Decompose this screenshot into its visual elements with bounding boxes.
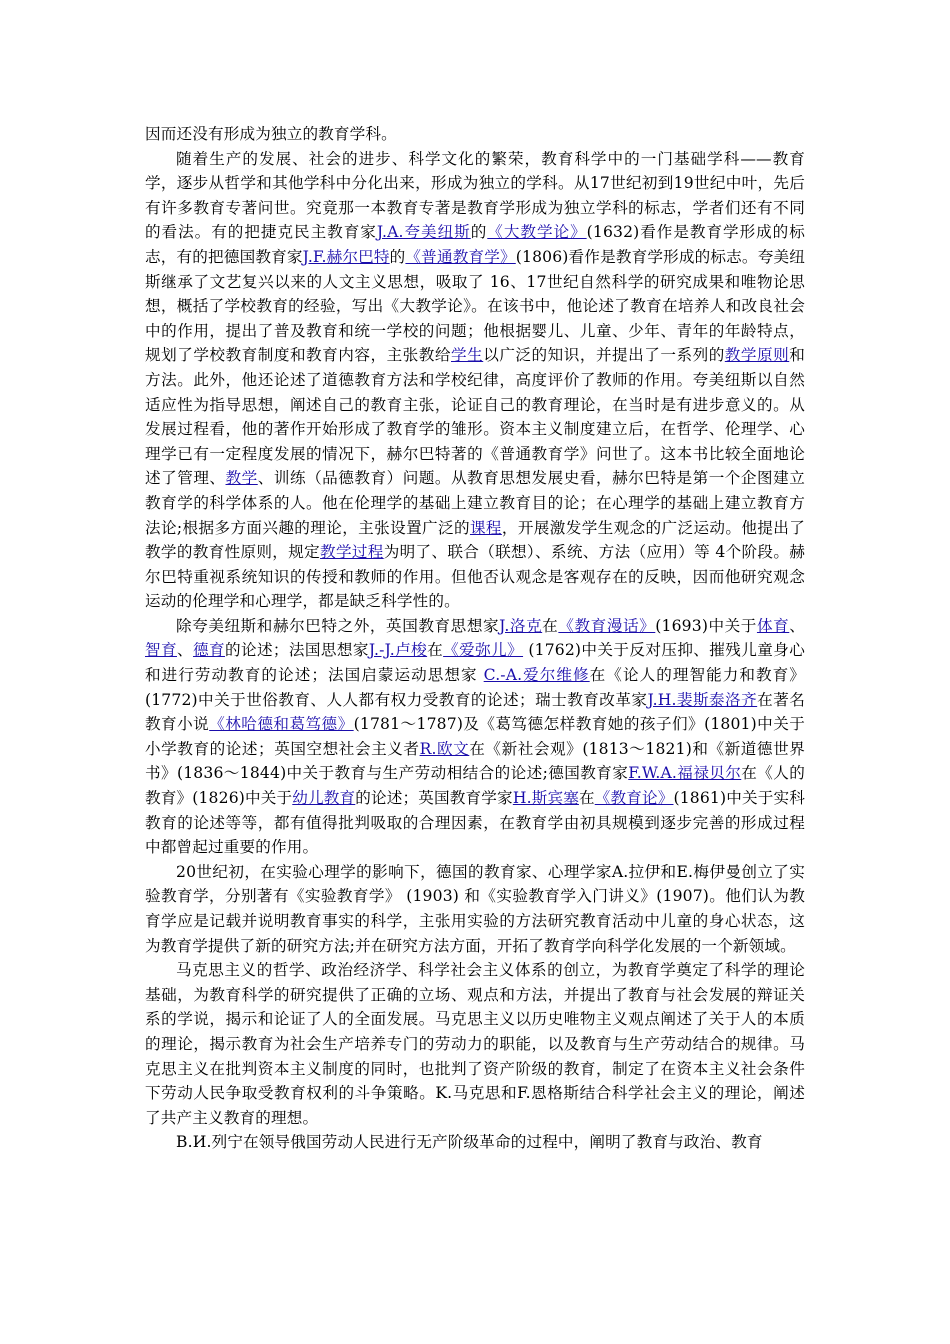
paragraph	[145, 122, 805, 147]
hyperlink[interactable]: 《爱弥儿》	[443, 641, 524, 660]
text-run: (1781～1787)及《葛笃德怎样教育她的孩子们》(1801)中关于小学教育的论述；英国空想社会主义者	[145, 715, 805, 758]
hyperlink[interactable]: 课程	[469, 518, 502, 537]
paragraph	[145, 1130, 805, 1155]
text-run: 在	[578, 789, 595, 808]
hyperlink[interactable]: 德育	[192, 641, 225, 660]
text-run: ，开展激发学生观念的广泛运动。他提出了教学的教育性原则，规定	[145, 518, 805, 562]
hyperlink[interactable]: J.H.裴斯泰洛齐	[647, 690, 758, 709]
hyperlink[interactable]: F.W.A.福禄贝尔	[628, 764, 742, 783]
hyperlink[interactable]: 《教育漫话》	[558, 616, 656, 635]
text-run: 为明了、联合（联想）、系统、方法（应用）等 4个阶段。赫尔巴特重视系统知识的传授和教师的作用。但他否认观念是客观存在的反映，因而他研究观念运动的伦理学和心理学，都是缺乏科学性的。	[145, 543, 805, 611]
text-run: 在《论人的理智能力和教育》(1772)中关于世俗教育、人人都有权力受教育的论述；瑞士教育改革家	[145, 666, 806, 709]
hyperlink[interactable]: 《普通教育学》	[405, 247, 516, 266]
hyperlink[interactable]: 《大教学论》	[487, 223, 587, 242]
text-run: 、	[176, 641, 193, 660]
text-run: 除夸美纽斯和赫尔巴特之外，英国教育思想家	[176, 616, 500, 635]
hyperlink[interactable]: J.-J.卢梭	[368, 641, 428, 660]
text-run: (1693)中关于	[655, 616, 757, 635]
hyperlink[interactable]: J.A.夸美纽斯	[376, 223, 471, 242]
text-run: (1861)中关于实科教育的论述等等，都有值得批判吸取的合理因素，在教育学由初具规模到逐步完善的形成过程中都曾起过重要的作用。	[145, 789, 805, 857]
text-run: 在《人的教育》(1826)中关于	[145, 764, 805, 808]
hyperlink[interactable]: 教学原则	[724, 346, 790, 365]
text-run: 在	[542, 616, 559, 635]
text-run: (1762)中关于反对压抑、摧残儿童身心和进行劳动教育的论述；法国启蒙运动思想家	[145, 641, 805, 685]
text-run: (1632)看作是教育学形成的标志，有的把德国教育家	[145, 223, 805, 266]
hyperlink[interactable]: 教学	[225, 469, 258, 488]
hyperlink[interactable]: 体育	[756, 616, 790, 635]
hyperlink[interactable]: J.F.赫尔巴特	[302, 247, 390, 266]
text-run: 马克思主义的哲学、政治经济学、科学社会主义体系的创立，为教育学奠定了科学的理论基础，为教育科学的研究提供了正确的立场、观点和方法，并提出了教育与社会发展的辩证关系的学说，揭示和论证了人的全面发展。马克思主义以历史唯物主义观点阐述了关于人的本质的理论，揭示教育为社会生产培养专门的劳动力的职能，以及教育与生产劳动结合的规律。马克思主义在批判资本主义制度的同时，也批判了资产阶级的教育，制定了在资本主义社会条件下劳动人民争取受教育权利的斗争策略。K.马克思和F.恩格斯结合科学社会主义的理论，阐述了共产主义教育的理想。	[145, 961, 805, 1127]
text-run: 、	[789, 616, 806, 635]
hyperlink[interactable]: J.洛克	[499, 616, 543, 635]
text-run: 的论述；英国教育学家	[355, 789, 513, 808]
text-run: 在	[427, 641, 444, 660]
hyperlink[interactable]: R.欧文	[419, 739, 470, 758]
text-run: (1806)看作是教育学形成的标志。夸美纽斯继承了文艺复兴以来的人文主义思想，吸取了 16、17世纪自然科学的研究成果和唯物论思想，概括了学校教育的经验，写出《大教学论》。在该书中，他论述了教育在培养人和改良社会中的作用，提出了普及教育和统一学校的问题；他根据婴儿、儿童、少年、青年的年龄特点，规划了学校教育制度和教育内容，主张教给	[145, 247, 805, 365]
text-run: 以广泛的知识，并提出了一系列的	[483, 346, 725, 365]
paragraph	[145, 147, 805, 614]
hyperlink[interactable]: 教学过程	[320, 543, 384, 562]
hyperlink[interactable]: 《林哈德和葛笃德》	[209, 715, 354, 734]
text-run: 随着生产的发展、社会的进步、科学文化的繁荣，教育科学中的一门基础学科——教育学，逐步从哲学和其他学科中分化出来，形成为独立的学科。从17世纪初到19世纪中叶，先后有许多教育专著问世。究竟那一本教育专著是教育学形成为独立学科的标志，学者们还有不同的看法。有的把捷克民主教育家	[145, 149, 805, 242]
hyperlink[interactable]: C.-A.爱尔维修	[483, 666, 590, 685]
text-run: 的	[389, 247, 406, 266]
hyperlink[interactable]: 学生	[451, 346, 484, 365]
text-run: 、训练（品德教育）问题。从教育思想发展史看，赫尔巴特是第一个企图建立教育学的科学体系的人。他在伦理学的基础上建立教育目的论；在心理学的基础上建立教育方法论;根据多方面兴趣的理论，主张设置广泛的	[145, 469, 805, 537]
hyperlink[interactable]: 《教育论》	[594, 789, 674, 808]
text-run: 的	[470, 223, 488, 242]
hyperlink[interactable]: 幼儿教育	[292, 789, 356, 808]
paragraph	[145, 614, 805, 860]
text-run: 和方法。此外，他还论述了道德教育方法和学校纪律，高度评价了教师的作用。夸美纽斯以自然适应性为指导思想，阐述自己的教育主张，论证自己的教育理论，在当时是有进步意义的。从发展过程看，他的著作开始形成了教育学的雏形。资本主义制度建立后，在哲学、伦理学、心理学已有一定程度发展的情况下，赫尔巴特著的《普通教育学》问世了。这本书比较全面地论述了管理、	[145, 346, 805, 488]
paragraph	[145, 860, 805, 958]
text-run: B.И.列宁在领导俄国劳动人民进行无产阶级革命的过程中，阐明了教育与政治、教育	[176, 1133, 763, 1152]
hyperlink[interactable]: 智育	[145, 641, 177, 660]
text-run: 在著名教育小说	[145, 690, 806, 734]
text-run: 的论述；法国思想家	[224, 641, 369, 660]
document-page	[145, 122, 805, 1155]
text-run: 20世纪初，在实验心理学的影响下，德国的教育家、心理学家A.拉伊和E.梅伊曼创立了实验教育学，分别著有《实验教育学》 (1903) 和《实验教育学入门讲义》(1907)。他们认为教育学应是记载并说明教育事实的科学，主张用实验的方法研究教育活动中儿童的身心状态，这为教育学提供了新的研究方法;并在研究方法方面，开拓了教育学向科学化发展的一个新领域。	[145, 862, 805, 955]
hyperlink[interactable]: H.斯宾塞	[512, 789, 579, 808]
text-run: 因而还没有形成为独立的教育学科。	[145, 125, 397, 143]
text-run: 在《新社会观》(1813～1821)和《新道德世界书》(1836～1844)中关于教育与生产劳动相结合的论述;德国教育家	[145, 739, 805, 783]
paragraph	[145, 958, 805, 1130]
